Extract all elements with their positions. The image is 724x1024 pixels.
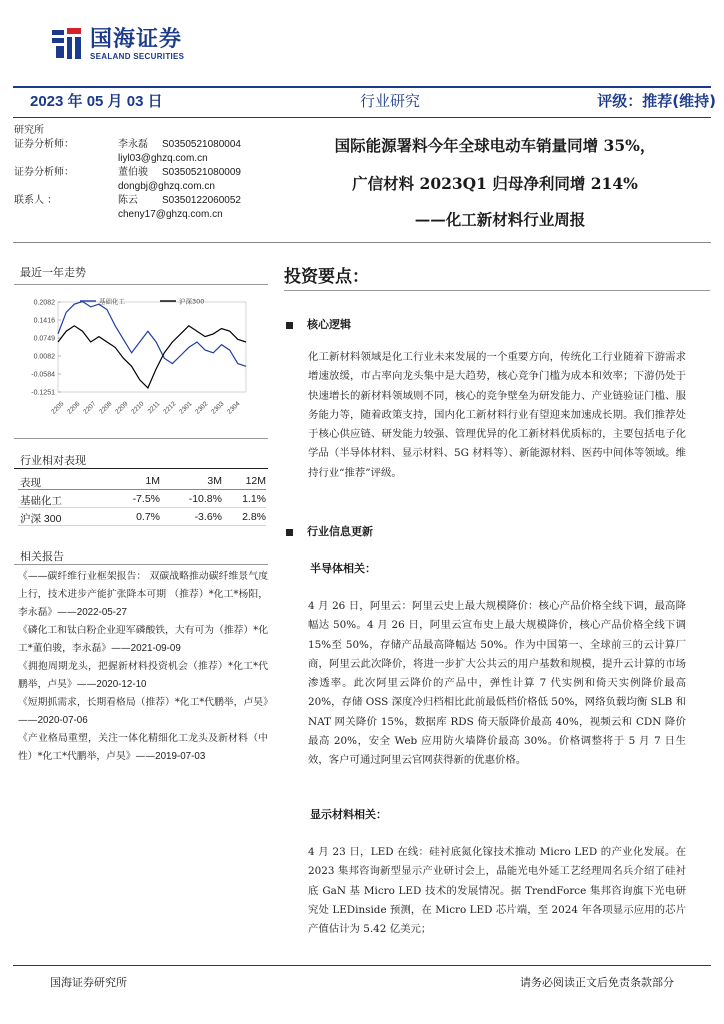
section-industry-news: 行业信息更新 [286,523,373,539]
analyst-email[interactable]: liyl03@ghzq.com.cn [118,153,208,164]
square-bullet-icon [286,529,293,536]
footer-disclaimer: 请务必阅读正文后免责条款部分 [520,976,674,989]
contact-code: S0350122060052 [162,195,241,206]
header-top-rule [13,86,711,88]
trend-heading-rule [14,284,268,285]
x-tick-label: 2207 [82,400,98,416]
y-tick-label: 0.2082 [33,299,55,307]
perf-heading-rule [14,468,268,469]
series-line-hs300 [58,326,246,388]
contact-label: 联系人 ： [14,195,58,206]
related-reports-list [18,568,268,766]
table-header-row [18,472,266,490]
logo-mark-icon [50,26,84,62]
main-heading-rule [284,290,710,291]
analyst-name: 李永磊 [118,139,148,150]
analyst-label: 证券分析师： [14,139,74,150]
table-cell: 2.8% [242,511,266,523]
table-row [18,490,266,508]
x-tick-label: 2206 [66,400,82,416]
report-title-line2: 广信材料 2023Q1 归母净利同增 214% [352,174,638,193]
legend-label: 基础化工 [99,297,125,306]
trend-heading: 最近一年走势 [20,266,86,279]
x-tick-label: 2210 [130,400,146,416]
core-logic-paragraph: 化工新材料领域是化工行业未来发展的一个重要方向，传统化工行业随着下游需求增速放缓，市占率向龙头集中是大趋势，核心竞争门槛为成本和效率；下游仍处于快速增长的新材料领域则不同，核心的竞争壁垒为研发能力、产业链验证门槛、服务能力等，随着政策支持，国内化工新材料行业有望迎来加速成长期。我们推荐处于核心供应链、研发能力较强、管理优异的化工新材料优质标的，主要包括电子化学品（半导体材料、显示材料、5G 材料等）、新能源材料、医药中间体等领域。维持行业“推荐”评级。 [308,351,686,479]
logo-name-en: SEALAND SECURITIES [90,51,185,61]
x-tick-label: 2205 [50,400,66,416]
semiconductor-subheading: 半导体相关： [310,562,376,575]
x-tick-label: 2301 [178,400,194,416]
perf-heading: 行业相对表现 [20,454,86,467]
investment-highlights-heading: 投资要点： [284,267,369,287]
report-subtitle: ——化工新材料行业周报 [414,210,586,229]
table-cell: -7.5% [132,493,160,505]
institute-label: 研究所 [14,125,44,136]
reports-heading: 相关报告 [20,550,64,563]
x-tick-label: 2302 [194,400,210,416]
performance-table [18,472,266,526]
report-title-line1: 国际能源署料今年全球电动车销量同增 35%， [334,136,656,155]
display-materials-paragraph: 4 月 23 日，LED 在线：硅衬底氮化镓技术推动 Micro LED 的产业化发展。在 2023 集邦咨询新型显示产业研讨会上，晶能光电外延工艺经理周名兵介绍了硅衬底 GaN 基 Micro LED 技术的发展情况。据 TrendForce 集邦咨询旗下光电研究处 LEDinside 预测，在 Micro LED 芯片端，至 2024 年各项显示应用的芯片产值估计为 5.42 亿美元； [308,846,686,936]
y-tick-label: 0.0749 [33,335,55,343]
footer-rule [13,965,711,966]
analyst-email[interactable]: dongbj@ghzq.com.cn [118,181,215,192]
table-cell: -3.6% [194,511,222,523]
analyst-code: S0350521080009 [162,167,241,178]
title-divider [13,242,711,243]
report-link[interactable]: 《磷化工和钛白粉企业迎军磷酸铁，大有可为（推荐）*化工*董伯骏，李永磊》——2021-09-09 [18,625,268,654]
y-tick-label: -0.1251 [31,389,55,397]
company-logo [50,24,184,64]
table-cell: 1.1% [242,493,266,505]
contact-email[interactable]: cheny17@ghzq.com.cn [118,209,223,220]
table-header-cell: 3M [207,475,222,487]
legend-label: 沪深300 [179,297,205,306]
x-tick-label: 2212 [162,400,178,416]
x-tick-label: 2304 [226,400,242,416]
report-link[interactable]: 《短期抓需求，长期看格局（推荐）*化工*代鹏举，卢昊》——2020-07-06 [18,697,268,726]
report-link[interactable]: 《——碳纤维行业框架报告： 双碳战略推动碳纤维景气度上行，技术进步产能扩张降本可期 （推荐）*化工*杨阳，李永磊》——2022-05-27 [18,571,268,618]
semiconductor-paragraph: 4 月 26 日，阿里云：阿里云史上最大规模降价：核心产品价格全线下调，最高降幅达 50%。4 月 26 日，阿里云宣布史上最大规模降价，核心产品价格全线下调 15%至 50%，存储产品最高降幅达 50%。作为中国第一、全球前三的云计算厂商，阿里云此次降价，将进一步扩大公共云的用户基数和规模，提升云计算的市场渗透率。此次阿里云降价的产品中，弹性计算 7 代实例和倚天实例降价最高 20%，存储 OSS 深度冷归档相比此前最低档价格低 50%，网络负载均衡 SLB 和 NAT 网关降价 15%，数据库 RDS 倚天版降价最高 40%，视频云和 CDN 降价最高 20%，安全 Web 应用防火墙降价最高 30%。价格调整将于 5 月 7 日生效，客户可通过阿里云官网获得新的优惠价格。 [308,600,686,767]
footer-institute: 国海证券研究所 [50,976,127,989]
report-link[interactable]: 《产业格局重塑，关注一体化精细化工龙头及新材料（中性）*化工*代鹏举，卢昊》——2019-07-03 [18,733,268,762]
square-bullet-icon [286,322,293,329]
trend-chart [18,292,268,422]
analyst-name: 董伯骏 [118,167,148,178]
report-link[interactable]: 《拥抱周期龙头，把握新材料投资机会（推荐）*化工*代鹏举，卢昊》——2020-12-10 [18,661,268,690]
display-materials-subheading: 显示材料相关： [310,808,387,821]
chart-bottom-rule [14,438,268,439]
y-tick-label: 0.1416 [33,317,55,325]
report-date: 2023 年 05 月 03 日 [30,93,163,110]
logo-name-cn: 国海证券 [90,26,183,52]
reports-heading-rule [14,564,268,565]
y-tick-label: -0.0584 [31,371,55,379]
table-header-cell: 12M [245,475,266,487]
y-tick-label: 0.0082 [33,353,55,361]
series-line-chemical [58,302,246,367]
analyst-code: S0350521080004 [162,139,241,150]
analyst-label: 证券分析师： [14,167,74,178]
analyst-block [14,124,284,222]
header-bottom-rule [13,117,711,118]
x-tick-label: 2209 [114,400,130,416]
x-tick-label: 2303 [210,400,226,416]
table-cell: -10.8% [188,493,222,505]
section-core-logic: 核心逻辑 [286,316,351,332]
table-header-cell: 表现 [20,477,41,489]
table-cell: 沪深 300 [20,513,62,525]
contact-name: 陈云 [118,195,138,206]
x-tick-label: 2208 [98,400,114,416]
table-header-cell: 1M [145,475,160,487]
report-category: 行业研究 [360,92,421,110]
table-cell: 基础化工 [20,495,62,507]
report-rating: 评级：推荐(维持) [597,92,716,110]
table-cell: 0.7% [136,511,160,523]
x-tick-label: 2211 [146,400,162,416]
table-row [18,508,266,526]
